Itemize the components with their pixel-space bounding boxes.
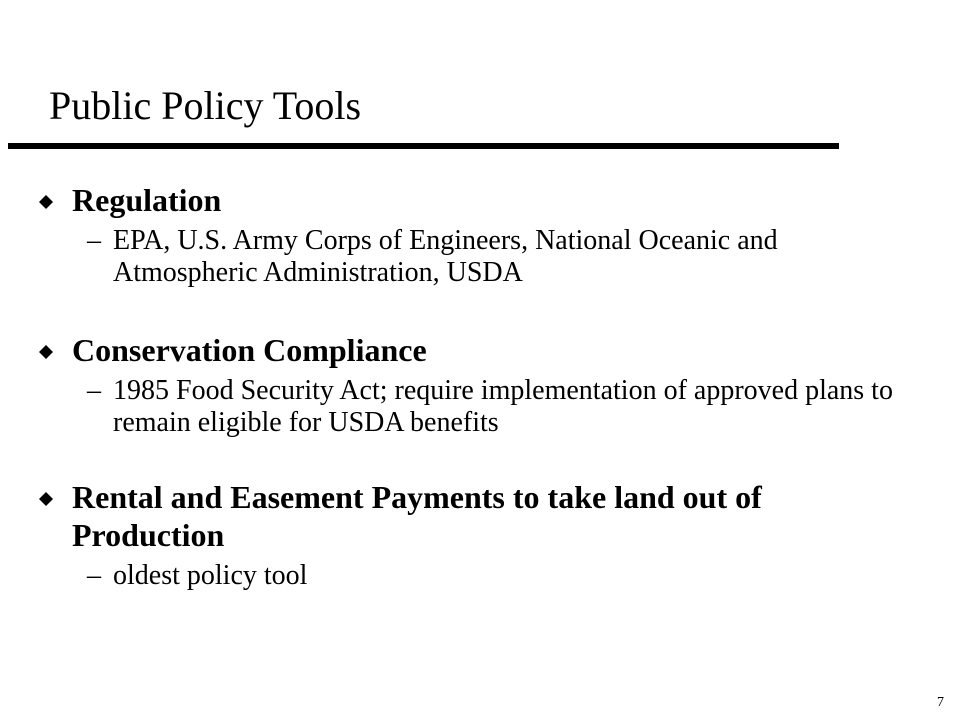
- sub-item: [0, 225, 893, 289]
- diamond-bullet-icon: [39, 195, 53, 209]
- sub-item: [0, 560, 893, 592]
- page-number: 7: [937, 695, 944, 710]
- bullet-item-rental-easement: [0, 478, 960, 592]
- dash-marker: –: [87, 375, 101, 406]
- bullet-heading-text: Conservation Compliance: [72, 332, 427, 368]
- diamond-bullet-icon: [39, 345, 53, 359]
- bullet-item-regulation: [0, 181, 960, 289]
- sub-item-text: EPA, U.S. Army Corps of Engineers, National Oceanic and Atmospheric Administration, USDA: [113, 225, 778, 288]
- bullet-heading: [0, 478, 892, 554]
- bullet-heading: [0, 331, 892, 369]
- sub-item-text: oldest policy tool: [113, 560, 308, 591]
- bullet-heading-text: Rental and Easement Payments to take land out of Production: [72, 479, 762, 553]
- slide-title: Public Policy Tools: [49, 83, 362, 128]
- dash-marker: –: [87, 560, 101, 591]
- bullet-heading-text: Regulation: [72, 182, 222, 218]
- diamond-bullet-icon: [39, 492, 53, 506]
- sub-item-text: 1985 Food Security Act; require implementation of approved plans to remain eligible for USDA benefits: [113, 375, 893, 438]
- bullet-item-conservation-compliance: [0, 331, 960, 439]
- dash-marker: –: [87, 225, 101, 256]
- bullet-heading: [0, 181, 892, 219]
- sub-item: [0, 375, 893, 439]
